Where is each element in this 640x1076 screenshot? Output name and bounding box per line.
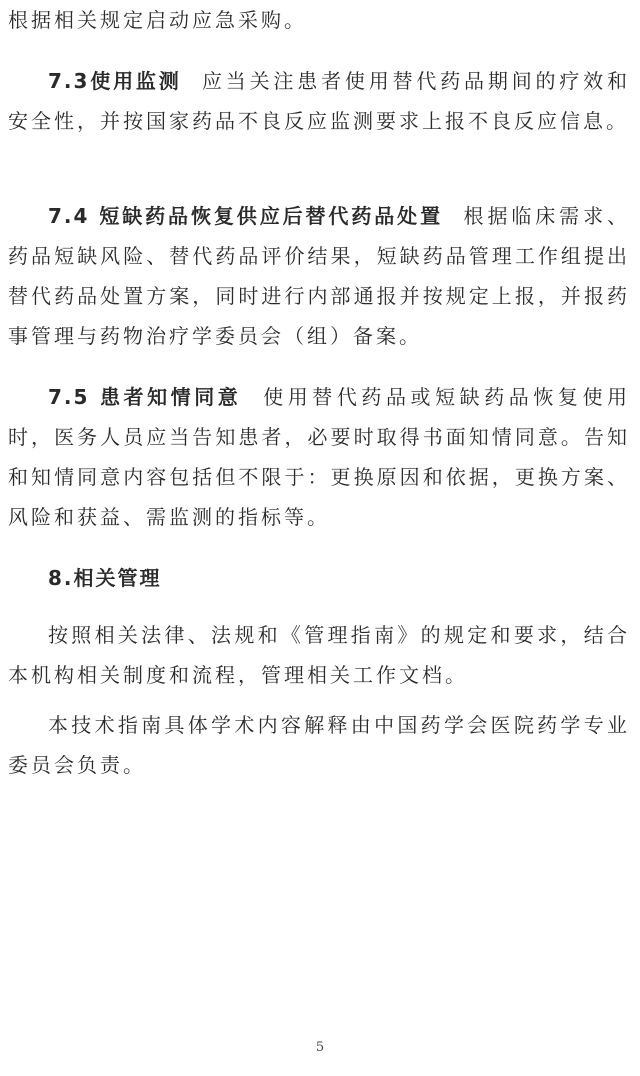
paragraph-interpretation [8, 705, 630, 785]
section-title: 短缺药品恢复供应后替代药品处置 [99, 204, 443, 228]
paragraph-text: 根据相关规定启动应急采购。 [8, 8, 307, 32]
section-number: 7.3 [48, 69, 90, 93]
section-7-3 [8, 61, 630, 141]
paragraph-document-management [8, 615, 630, 695]
section-title: 患者知情同意 [99, 385, 242, 409]
section-body: 应当关注患者使用替代药品期间的疗效和安全性，并按国家药品不良反应监测要求上报不良反应信息。 [8, 69, 631, 133]
section-8-heading [8, 558, 630, 598]
section-7-5 [8, 377, 630, 537]
section-title: 8.相关管理 [48, 566, 162, 590]
section-body: 使用替代药品或短缺药品恢复使用时，医务人员应当告知患者，必要时取得书面知情同意。告知和知情同意内容包括但不限于：更换原因和依据，更换方案、风险和获益、需监测的指标等。 [8, 385, 631, 529]
section-heading [48, 69, 182, 93]
page-number: 5 [315, 1040, 325, 1055]
paragraph-text: 本技术指南具体学术内容解释由中国药学会医院药学专业委员会负责。 [8, 713, 630, 777]
section-7-4 [8, 196, 630, 356]
section-number: 7.4 [48, 204, 90, 228]
section-title: 使用监测 [89, 69, 182, 93]
section-number: 7.5 [48, 385, 90, 409]
paragraph-text: 按照相关法律、法规和《管理指南》的规定和要求，结合本机构相关制度和流程，管理相关工作文档。 [8, 623, 630, 687]
paragraph-emergency-purchase [8, 0, 630, 40]
section-heading [48, 204, 443, 228]
section-body: 根据临床需求、药品短缺风险、替代药品评价结果，短缺药品管理工作组提出替代药品处置方案，同时进行内部通报并按规定上报，并报药事管理与药物治疗学委员会（组）备案。 [8, 204, 630, 348]
section-heading [48, 385, 241, 409]
